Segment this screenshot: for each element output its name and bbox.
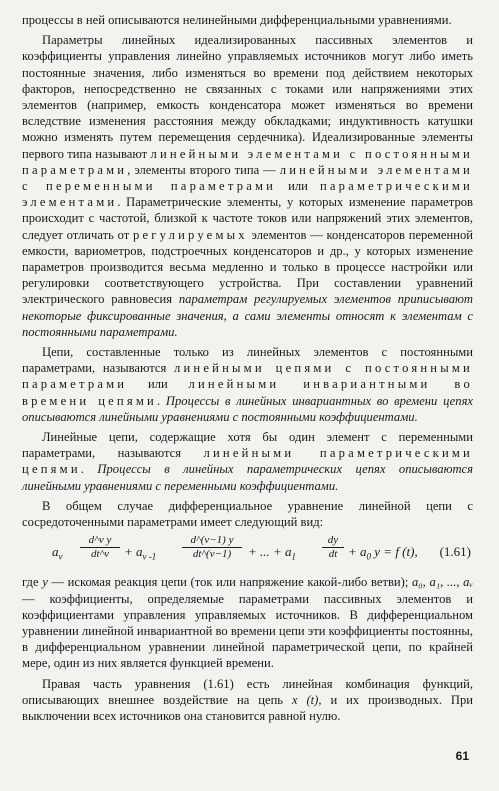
eq-term: + $a_{\nu -1}$ (124, 544, 157, 562)
text-run: . Параметрические элементы, у которых изменение параметров происходит с частотой, близкой к частоте токов или напряжений этих элементов, следует отличать от (22, 195, 473, 242)
spaced-term-parametric: параметрическими элементами (22, 179, 474, 210)
spaced-term-invariant: линейными инвариантными во времени цепями (22, 377, 473, 408)
page-number: 61 (455, 749, 469, 763)
text-run: Линейные цепи, содержащие хотя бы один элемент с переменными параметрами, называются (22, 430, 473, 461)
text-run: — искомая реакция цепи (ток или напряжение какой-либо ветви); (47, 575, 412, 590)
paragraph-right-side (22, 676, 473, 725)
spaced-term-linear-const: линейными цепями с постоянными параметрами (22, 361, 473, 392)
text-run: или (127, 377, 189, 392)
paragraph-general-equation: В общем случае дифференциальное уравнение линейной цепи с сосредоточенными параметрами имеет следующий вид: (22, 498, 473, 530)
eq-term: + $a_0$ y = f (t), (348, 544, 418, 562)
spaced-term-regulated: регулируемых (132, 227, 248, 242)
text-run: . (80, 462, 98, 477)
text-run: Цепи, составленные только из линейных элементов с постоянными параметрами, называются (22, 345, 473, 376)
eq-fraction: $\frac{d\^{}(\nu-1) y}{dt\^{}(\nu-1)}$ (182, 534, 242, 561)
math-var: y (42, 575, 48, 590)
text-run: Параметры линейных идеализированных пассивных элементов и коэффициенты управления линейно управляемых источников могут либо иметь постоянные значения, либо изменяться во времени под действием некоторых факторов, непосредственно не связанных с токами или напряжениями этих элементов (например, емкость конденсатора может изменяться во времени вследствие изменения расстояния между обкладками; индуктивность катушки можно изменять путем перемещения сердечника). Идеализированные элементы первого типа называют (22, 33, 473, 161)
text-run: , элементы второго типа — (127, 162, 280, 177)
paragraph-continuation: процессы в ней описываются нелинейными дифференциальными уравнениями. (22, 13, 452, 27)
eq-term: + ... + $a_1$ (248, 544, 297, 562)
paragraph-invariant-circuits (22, 344, 473, 425)
text-run: Правая часть уравнения (1.61) есть линейная комбинация функций, описывающих внешнее воздействие на цепь (22, 676, 473, 707)
text-run: где (22, 575, 43, 590)
text-run: элементов — конденсаторов переменной емкости, вариометров, подстроечных конденсаторов и др., у которых изменение параметров производится весьма медленно и только в процессе настройки или регулировки соответствующего устройства. При составлении уравнений электрического равновесия (22, 227, 474, 307)
italic-statement: Процессы в линейных параметрических цепях описываются линейными уравнениями с переменными коэффициентами. (22, 462, 473, 493)
italic-statement: параметрам регулируемых элементов приписывают некоторые фиксированные значения, а сами элементы относят к элементам с постоянными параметрами. (22, 292, 473, 339)
eq-term: $a_\nu$ (52, 544, 63, 562)
text-run: — коэффициенты, определяемые параметрами пассивных элементов и коэффициентами управления управляемых источников. В дифференциальном уравнении линейной инвариантной во времени цепи эти коэффициенты постоянны, в дифференциальном уравнении линейной параметрической цепи, по крайней мере, один из них является функцией времени. (22, 591, 473, 671)
paragraph-coefficients (22, 574, 473, 671)
math-var: x (t) (291, 692, 319, 707)
italic-statement: Процессы в линейных инвариантных во времени цепях описываются линейными уравнениями с постоянными коэффициентами. (22, 393, 474, 424)
text-run: или (276, 179, 320, 194)
math-coefficients: a₀, a₁, ..., aᵥ (411, 575, 473, 590)
equation-number: (1.61) (439, 544, 471, 560)
spaced-term-parametric-circuits: линейными параметрическими цепями (22, 446, 473, 477)
spaced-term-var-params: линейными элементами с переменными параметрами (22, 162, 473, 194)
spaced-term-const-params: линейными элементами с постоянными параметрами (22, 146, 473, 177)
eq-fraction: $\frac{dy}{dt}$ (322, 534, 344, 561)
paragraph-parameters (22, 32, 473, 340)
text-run: , и их производных. При выключении всех источников она становится равной нулю. (22, 692, 474, 723)
text-run: . (156, 393, 166, 408)
eq-fraction: $\frac{\text{d\textasciicircum{}ν y}}{dt\^{}\nu}$ (80, 534, 120, 561)
paragraph-parametric-circuits (22, 429, 473, 494)
equation-1-61 (22, 532, 473, 572)
